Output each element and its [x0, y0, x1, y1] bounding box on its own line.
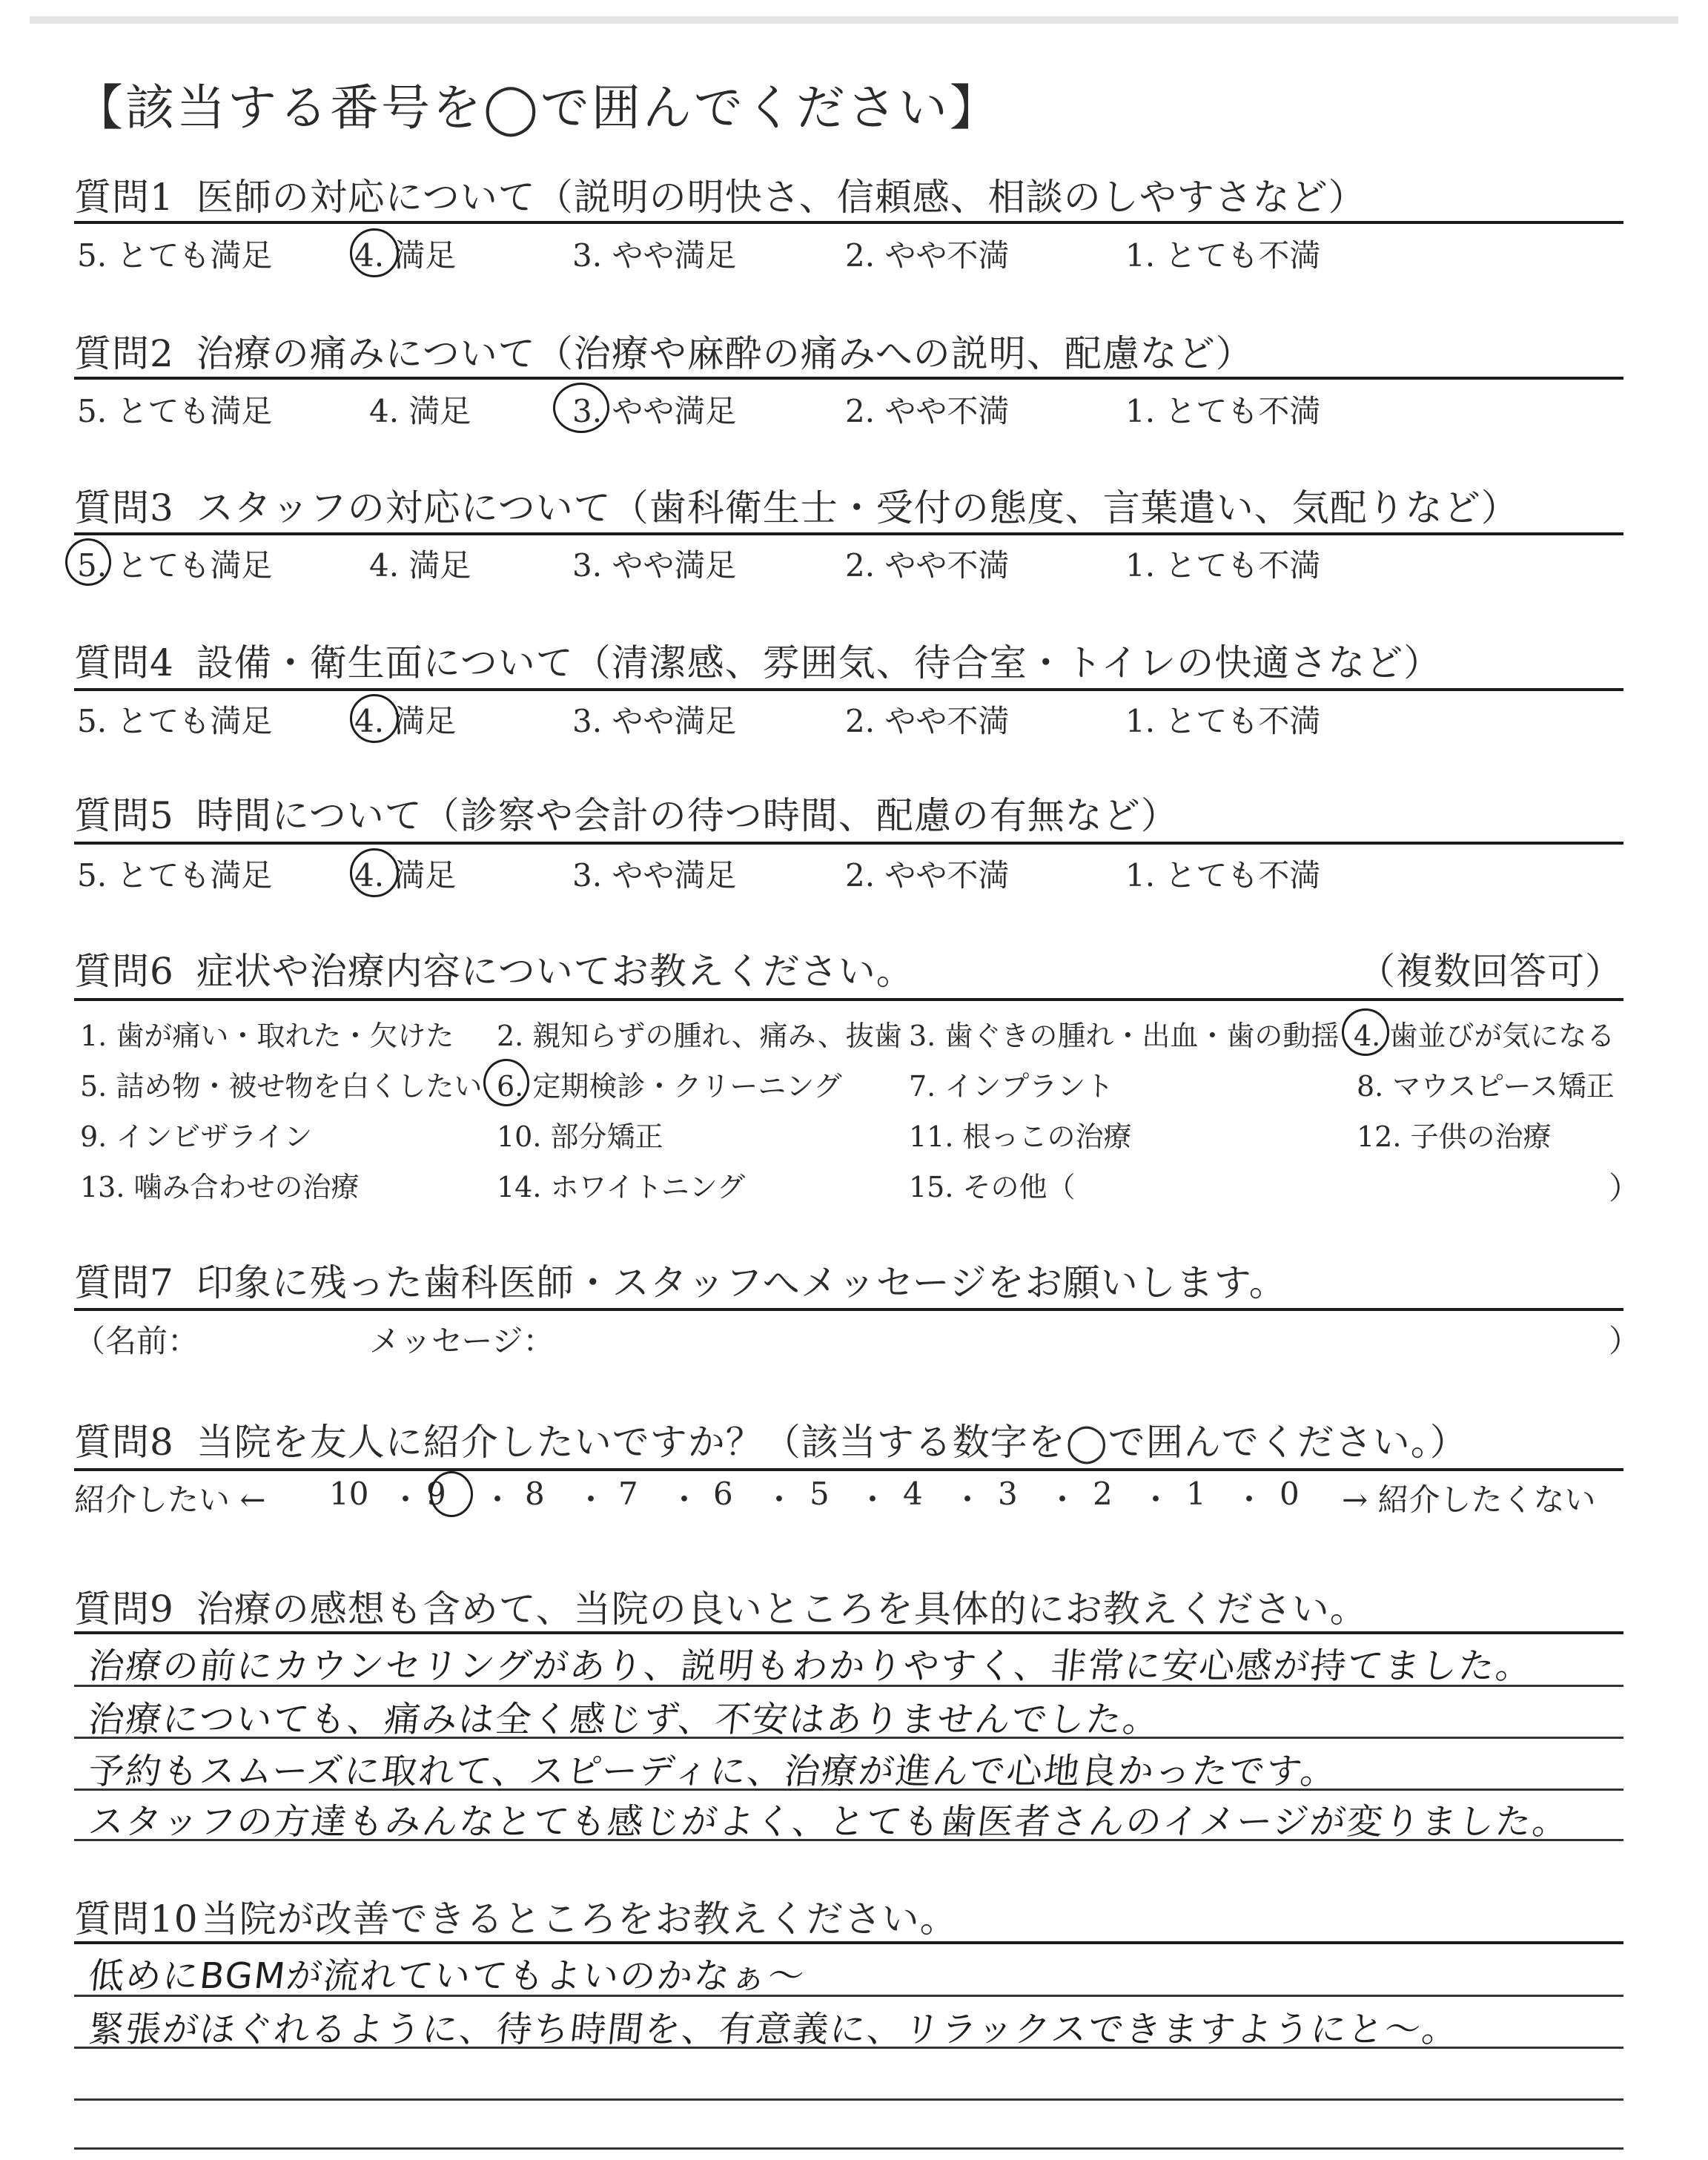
- question-6-heading: [74, 942, 914, 995]
- q6-option-10[interactable]: 10. 部分矯正: [497, 1120, 663, 1153]
- q1-option-4[interactable]: 4. 満足: [354, 237, 457, 274]
- q1-option-5[interactable]: 5. とても満足: [77, 237, 273, 274]
- question-6-rule: [74, 998, 1623, 1001]
- q6-option-1[interactable]: 1. 歯が痛い・取れた・欠けた: [80, 1020, 454, 1052]
- q8-scale-separator: ・: [1234, 1482, 1265, 1518]
- q7-message-label: メッセージ：: [369, 1323, 555, 1359]
- q8-scale-separator: ・: [669, 1482, 701, 1518]
- question-4-rule: [74, 688, 1623, 691]
- q4-option-3[interactable]: 3. やや満足: [572, 703, 737, 739]
- question-1-text: 医師の対応について（説明の明快さ、信頼感、相談のしやすさなど）: [196, 176, 1366, 219]
- q8-scale-value[interactable]: 1: [1186, 1476, 1206, 1512]
- q8-scale-value[interactable]: 0: [1280, 1476, 1300, 1512]
- q2-option-4[interactable]: 4. 満足: [369, 393, 471, 429]
- q8-scale-separator: ・: [1140, 1482, 1172, 1518]
- q6-option-7[interactable]: 7. インプラント: [909, 1070, 1114, 1103]
- q9-answer-line-2: 治療についても、痛みは全く感じず、不安はありませんでした。: [86, 1699, 1162, 1740]
- q8-scale-separator: ・: [764, 1482, 795, 1518]
- q8-scale-separator: ・: [952, 1482, 984, 1518]
- question-8-rule: [74, 1468, 1623, 1471]
- question-3-heading: [74, 478, 1519, 532]
- q6-option-6-circle: [483, 1059, 529, 1106]
- question-10-rule: [74, 1941, 1623, 1944]
- question-10-heading: [74, 1889, 958, 1943]
- q8-scale-value[interactable]: 9: [426, 1476, 446, 1512]
- q5-option-2[interactable]: 2. やや不満: [845, 857, 1010, 894]
- question-2-number: 質問2: [74, 332, 174, 375]
- q8-scale-value[interactable]: 5: [810, 1476, 830, 1512]
- q1-selection-circle: [350, 228, 399, 277]
- q4-option-4[interactable]: 4. 満足: [354, 703, 457, 739]
- question-10-number: 質問10: [74, 1898, 199, 1941]
- q6-option-11[interactable]: 11. 根っこの治療: [909, 1120, 1132, 1153]
- q8-right-label: → 紹介したくない: [1342, 1482, 1596, 1518]
- question-5-rule: [74, 842, 1623, 845]
- q8-scale-value[interactable]: 2: [1093, 1476, 1113, 1512]
- q6-option-2[interactable]: 2. 親知らずの腫れ、痛み、抜歯: [497, 1020, 902, 1052]
- question-6-note: （複数回答可）: [1358, 950, 1623, 993]
- q8-scale-value[interactable]: 4: [903, 1476, 923, 1512]
- q8-scale-value[interactable]: 10: [329, 1476, 369, 1512]
- question-9-heading: [74, 1579, 1368, 1633]
- q6-option-8[interactable]: 8. マウスピース矯正: [1357, 1070, 1615, 1103]
- question-2-rule: [74, 377, 1623, 380]
- q8-selection-circle: [430, 1471, 473, 1517]
- q3-selection-circle: [65, 538, 111, 586]
- question-8-heading: [74, 1413, 1468, 1466]
- q8-scale-value[interactable]: 6: [713, 1476, 733, 1512]
- q1-option-1[interactable]: 1. とても不満: [1125, 237, 1321, 274]
- q9-answer-line-1: 治療の前にカウンセリングがあり、説明もわかりやすく、非常に安心感が持てました。: [86, 1645, 1535, 1687]
- question-6-number: 質問6: [74, 950, 174, 993]
- q7-name-label: （名前：: [74, 1323, 199, 1359]
- q8-scale-value[interactable]: 3: [998, 1476, 1018, 1512]
- q6-option-4-circle: [1342, 1008, 1389, 1056]
- q5-option-4[interactable]: 4. 満足: [354, 857, 457, 894]
- q10-answer-line-2: 緊張がほぐれるように、待ち時間を、有意義に、リラックスできますようにと〜。: [86, 2009, 1462, 2050]
- q3-option-5[interactable]: 5. とても満足: [77, 547, 273, 584]
- question-6-text: 症状や治療内容についてお教えください。: [196, 950, 914, 993]
- question-5-text: 時間について（診察や会計の待つ時間、配慮の有無など）: [196, 794, 1179, 837]
- q8-scale-separator: ・: [482, 1482, 514, 1518]
- question-4-text: 設備・衛生面について（清潔感、雰囲気、待合室・トイレの快適さなど）: [196, 641, 1442, 684]
- question-2-text: 治療の痛みについて（治療や麻酔の痛みへの説明、配慮など）: [196, 332, 1254, 375]
- page-header: 【該当する番号を◯で囲んでください】: [74, 79, 1001, 136]
- question-7-text: 印象に残った歯科医師・スタッフへメッセージをお願いします。: [196, 1261, 1287, 1304]
- q8-scale-separator: ・: [390, 1482, 422, 1518]
- q6-option-15[interactable]: 15. その他（: [909, 1171, 1076, 1203]
- q9-answer-line-3: 予約もスムーズに取れて、スピーディに、治療が進んで心地良かったです。: [86, 1751, 1340, 1792]
- q1-option-3[interactable]: 3. やや満足: [572, 237, 737, 274]
- q6-option-3[interactable]: 3. 歯ぐきの腫れ・出血・歯の動揺: [909, 1020, 1340, 1052]
- question-7-rule: [74, 1308, 1623, 1311]
- question-2-heading: [74, 324, 1254, 377]
- q8-scale-separator: ・: [857, 1482, 889, 1518]
- q8-scale-value[interactable]: 7: [618, 1476, 638, 1512]
- q8-scale-separator: ・: [575, 1482, 607, 1518]
- q5-option-1[interactable]: 1. とても不満: [1125, 857, 1321, 894]
- question-3-text: スタッフの対応について（歯科衛生士・受付の態度、言葉遣い、気配りなど）: [196, 486, 1519, 529]
- q6-option-15-close: ）: [1609, 1170, 1641, 1206]
- question-10-text: 当院が改善できるところをお教えください。: [201, 1898, 958, 1941]
- question-8-number: 質問8: [74, 1421, 174, 1464]
- q5-option-3[interactable]: 3. やや満足: [572, 857, 737, 894]
- q6-option-6[interactable]: 6. 定期検診・クリーニング: [497, 1070, 842, 1103]
- q5-selection-circle: [350, 848, 399, 897]
- q2-option-5[interactable]: 5. とても満足: [77, 393, 273, 429]
- answer-line: [74, 2147, 1623, 2150]
- q6-option-4[interactable]: 4. 歯並びが気になる: [1354, 1020, 1615, 1052]
- q3-option-2[interactable]: 2. やや不満: [845, 547, 1010, 584]
- q4-option-5[interactable]: 5. とても満足: [77, 703, 273, 739]
- q2-option-3[interactable]: 3. やや満足: [572, 393, 737, 429]
- q2-option-2[interactable]: 2. やや不満: [845, 393, 1010, 429]
- question-5-number: 質問5: [74, 794, 174, 837]
- q8-scale-value[interactable]: 8: [525, 1476, 545, 1512]
- question-1-heading: [74, 168, 1366, 221]
- q4-option-2[interactable]: 2. やや不満: [845, 703, 1010, 739]
- q3-option-1[interactable]: 1. とても不満: [1125, 547, 1321, 584]
- q9-answer-line-4: スタッフの方達もみんなとても感じがよく、とても歯医者さんのイメージが変りました。: [86, 1801, 1572, 1843]
- question-7-number: 質問7: [74, 1261, 174, 1304]
- q6-option-13[interactable]: 13. 噛み合わせの治療: [80, 1171, 360, 1203]
- q6-option-9[interactable]: 9. インビザライン: [80, 1120, 313, 1153]
- q6-option-5[interactable]: 5. 詰め物・被せ物を白くしたい: [80, 1070, 483, 1103]
- q3-option-4[interactable]: 4. 満足: [369, 547, 471, 584]
- question-4-heading: [74, 633, 1441, 687]
- question-7-heading: [74, 1253, 1287, 1307]
- q7-close-paren: ）: [1609, 1323, 1641, 1359]
- q4-option-1[interactable]: 1. とても不満: [1125, 703, 1321, 739]
- question-9-number: 質問9: [74, 1588, 174, 1631]
- question-4-number: 質問4: [74, 641, 174, 684]
- question-1-rule: [74, 221, 1623, 224]
- top-border: [30, 16, 1678, 24]
- q5-option-5[interactable]: 5. とても満足: [77, 857, 273, 894]
- q3-option-3[interactable]: 3. やや満足: [572, 547, 737, 584]
- q4-selection-circle: [350, 694, 399, 743]
- question-9-text: 治療の感想も含めて、当院の良いところを具体的にお教えください。: [196, 1588, 1368, 1631]
- q6-option-12[interactable]: 12. 子供の治療: [1357, 1120, 1552, 1153]
- question-3-number: 質問3: [74, 486, 174, 529]
- q1-option-2[interactable]: 2. やや不満: [845, 237, 1010, 274]
- q8-left-label: 紹介したい ←: [74, 1482, 266, 1518]
- q2-option-1[interactable]: 1. とても不満: [1125, 393, 1321, 429]
- q10-answer-line-1: 低めにBGMが流れていてもよいのかなぁ〜: [86, 1955, 808, 1997]
- question-8-text: 当院を友人に紹介したいですか？（該当する数字を◯で囲んでください。）: [196, 1421, 1468, 1464]
- answer-line: [74, 2098, 1623, 2101]
- question-1-number: 質問1: [74, 176, 174, 219]
- question-9-rule: [74, 1631, 1623, 1634]
- q2-selection-circle: [553, 383, 609, 433]
- question-3-rule: [74, 532, 1623, 535]
- question-5-heading: [74, 786, 1179, 839]
- q8-scale-separator: ・: [1047, 1482, 1079, 1518]
- q6-option-14[interactable]: 14. ホワイトニング: [497, 1171, 746, 1203]
